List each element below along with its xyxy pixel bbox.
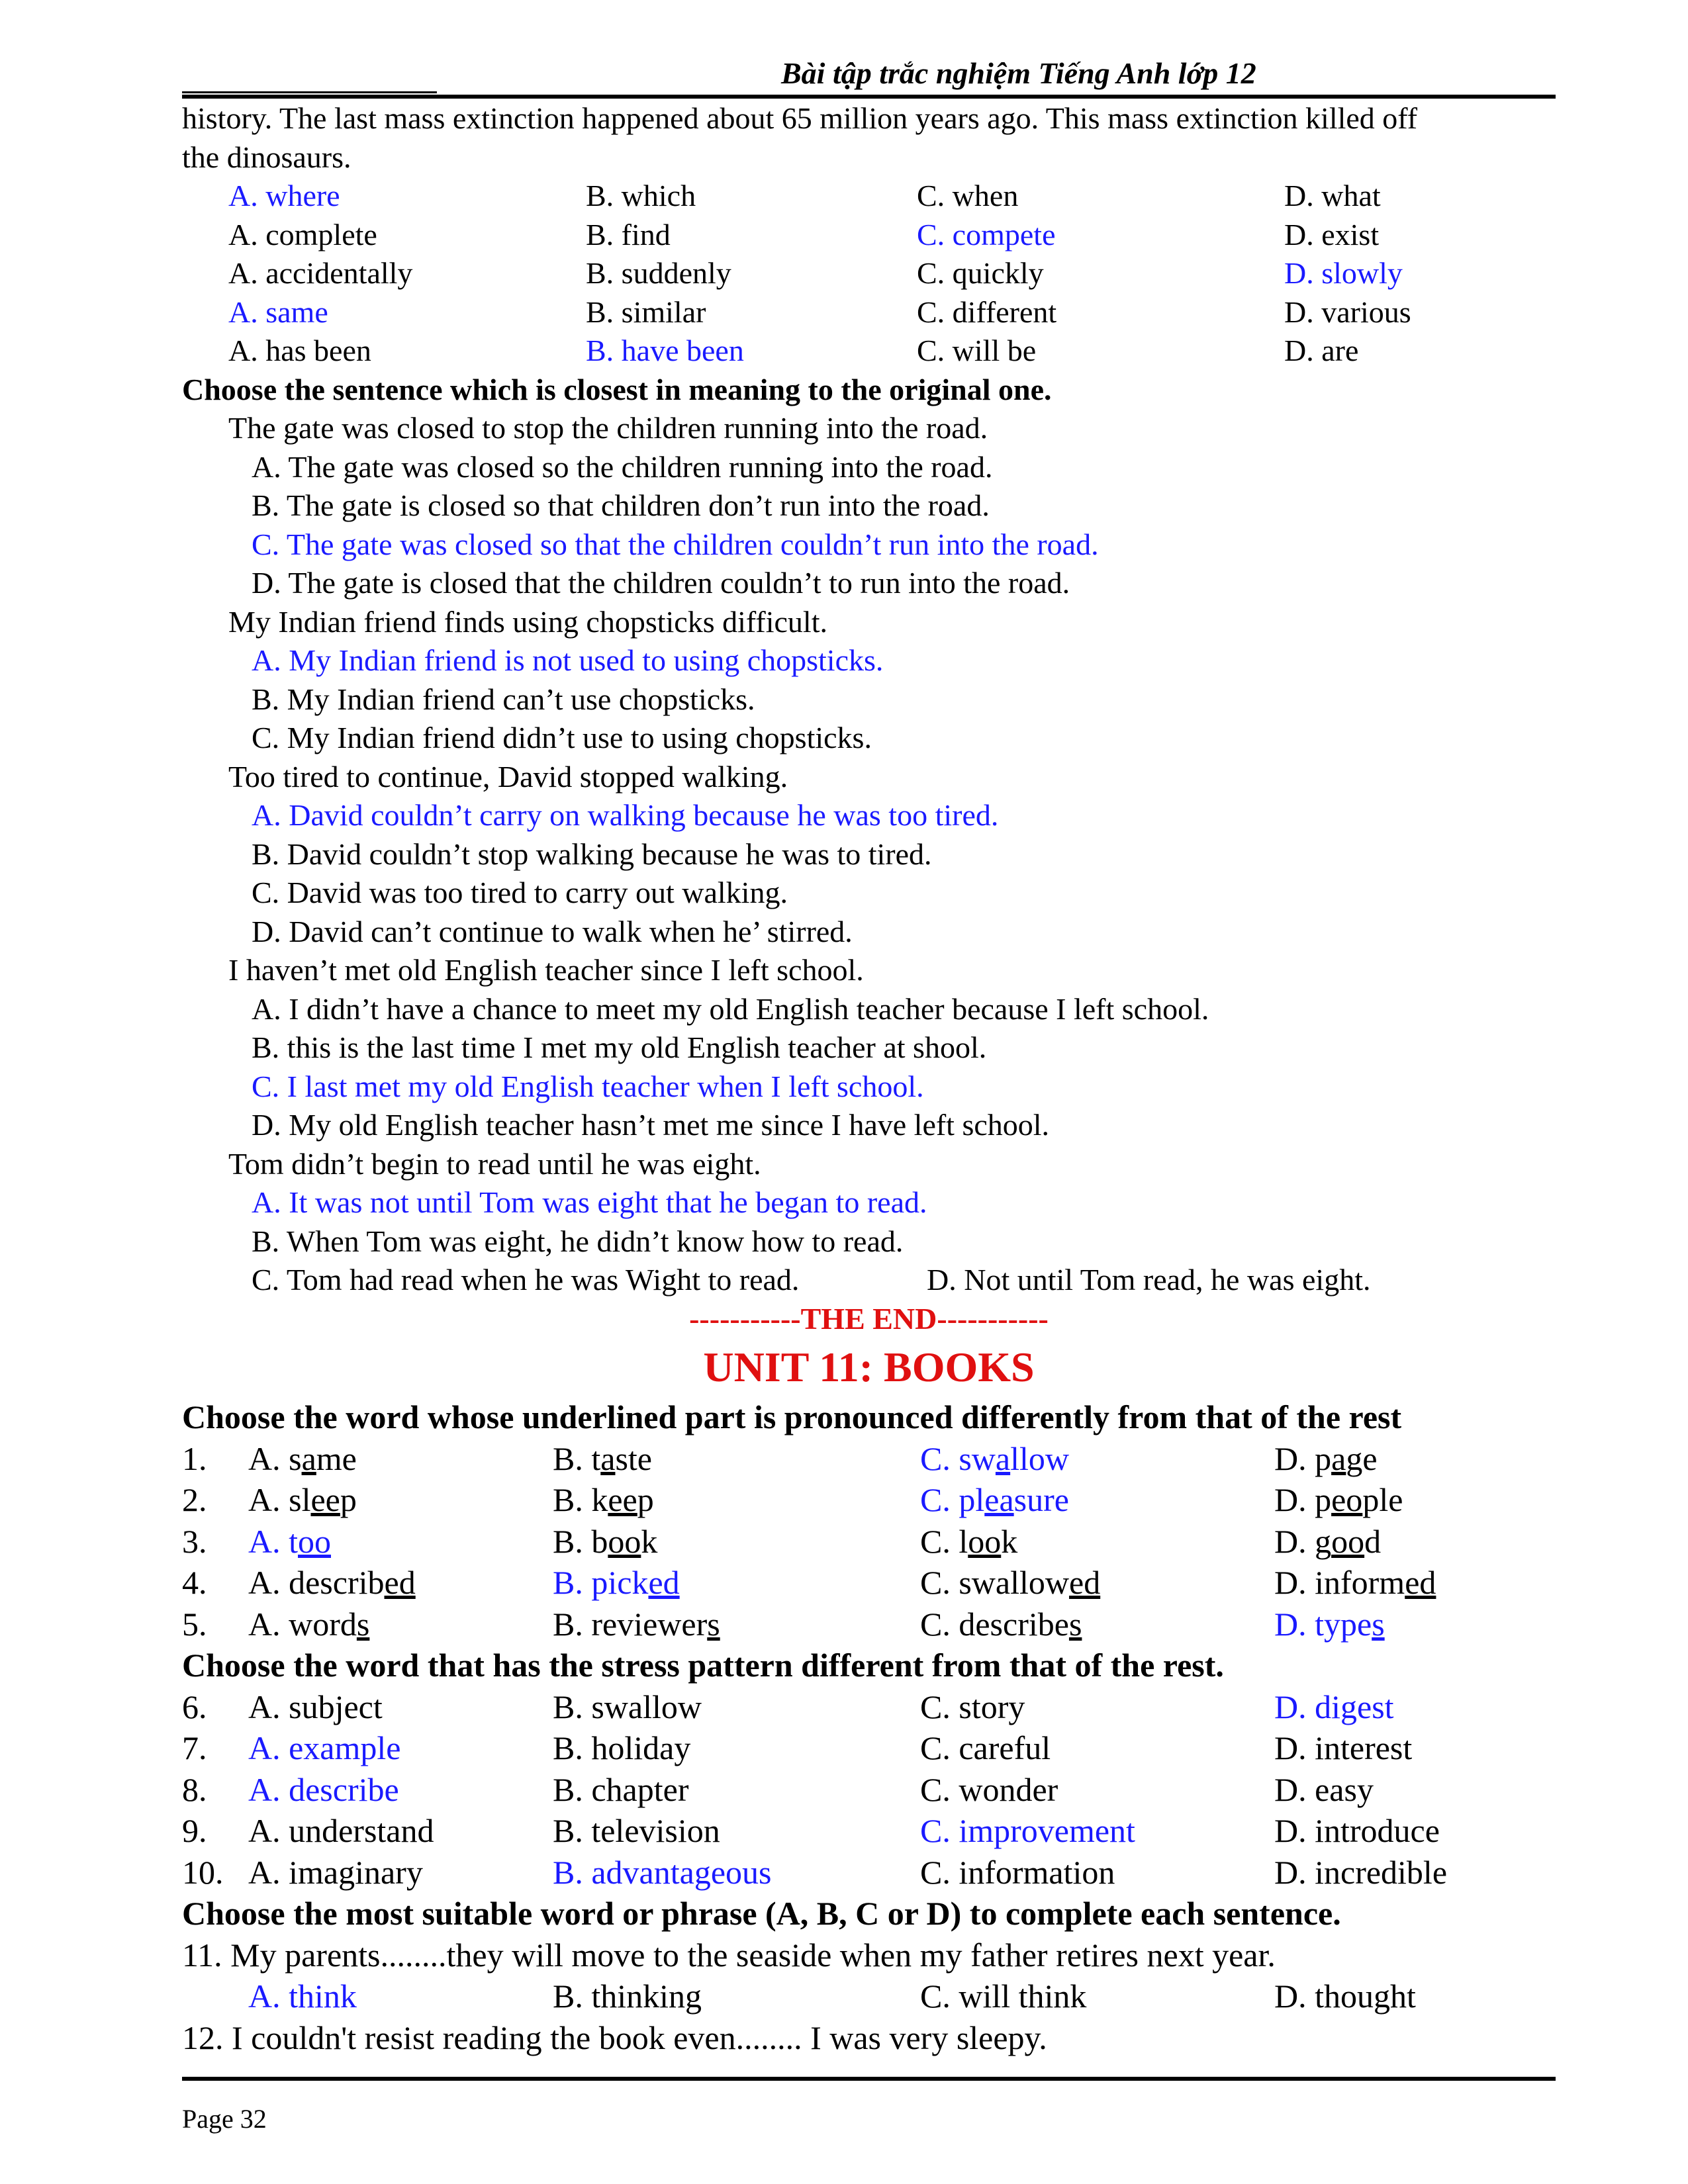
question-number: 4.	[182, 1564, 207, 1601]
option-a: A. same	[228, 295, 328, 329]
cloze-option-row	[182, 254, 1556, 293]
option-b: B. holiday	[553, 1729, 691, 1766]
section-heading: Choose the sentence which is closest in meaning to the original one.	[182, 372, 1052, 406]
option-b: B. book	[553, 1522, 658, 1560]
question-stem: 11. My parents........they will move to the seaside when my father retires next year.	[182, 1936, 1276, 1974]
stress-question-row	[182, 1852, 1556, 1893]
pron-question-row	[182, 1562, 1556, 1604]
question-number: 2.	[182, 1481, 207, 1518]
question-stem: Tom didn’t begin to read until he was eight.	[228, 1146, 761, 1181]
option-b: B. suddenly	[586, 256, 731, 290]
option-a: A. think	[248, 1978, 357, 2015]
option-b: B. find	[586, 217, 671, 251]
option-a: A. where	[228, 179, 340, 212]
the-end-marker: -----------THE END-----------	[689, 1301, 1049, 1336]
answer-option: C. My Indian friend didn’t use to using chopsticks.	[252, 721, 872, 754]
option-a: A. described	[248, 1564, 416, 1601]
answer-option: D. The gate is closed that the children couldn’t to run into the road.	[252, 566, 1070, 600]
option-a: A. accidentally	[228, 256, 413, 290]
option-d: D. thought	[1274, 1978, 1416, 2015]
answer-option-correct: A. My Indian friend is not used to using chopsticks.	[252, 643, 884, 677]
question-number: 6.	[182, 1688, 207, 1725]
option-a: A. same	[248, 1439, 357, 1477]
pron-question-row	[182, 1438, 1556, 1480]
option-a: A. example	[248, 1729, 401, 1766]
answer-option-row	[182, 1261, 1556, 1300]
option-b: B. television	[553, 1812, 720, 1849]
option-d: D. various	[1284, 295, 1411, 329]
answer-option-correct: A. It was not until Tom was eight that he began to read.	[252, 1185, 927, 1219]
option-c: C. when	[917, 179, 1019, 212]
passage-line: the dinosaurs.	[182, 140, 352, 174]
header-short-rule	[182, 91, 437, 93]
question-number: 3.	[182, 1522, 207, 1560]
answer-option: B. When Tom was eight, he didn’t know how to read.	[252, 1224, 904, 1258]
section-heading: Choose the most suitable word or phrase (A, B, C or D) to complete each sentence.	[182, 1895, 1341, 1932]
option-c: C. swallowed	[920, 1564, 1101, 1601]
answer-option: D. David can’t continue to walk when he’ stirred.	[252, 914, 853, 948]
option-d: D. interest	[1274, 1729, 1413, 1766]
option-d: D. page	[1274, 1439, 1378, 1477]
cloze-option-row	[182, 293, 1556, 332]
option-c: C. pleasure	[920, 1481, 1069, 1518]
option-b: B. picked	[553, 1564, 680, 1601]
option-a: A. words	[248, 1605, 370, 1643]
cloze-option-row	[182, 216, 1556, 255]
option-a: A. too	[248, 1522, 331, 1560]
option-b: B. taste	[553, 1439, 652, 1477]
option-a: A. sleep	[248, 1481, 357, 1518]
option-b: B. chapter	[553, 1770, 689, 1808]
option-d: D. digest	[1274, 1688, 1394, 1725]
option-c: C. information	[920, 1853, 1115, 1891]
option-d: D. good	[1274, 1522, 1382, 1560]
option-c: C. will be	[917, 334, 1037, 367]
header-rule	[182, 95, 1556, 99]
option-c: C. different	[917, 295, 1057, 329]
section-heading: Choose the word that has the stress pattern different from that of the rest.	[182, 1647, 1224, 1684]
question-number: 8.	[182, 1770, 207, 1808]
option-c: C. improvement	[920, 1812, 1135, 1849]
page-body	[182, 99, 1556, 2058]
option-d: D. exist	[1284, 217, 1380, 251]
option-b: B. which	[586, 179, 696, 212]
answer-option: D. My old English teacher hasn’t met me since I have left school.	[252, 1108, 1050, 1142]
answer-option: A. I didn’t have a chance to meet my old English teacher because I left school.	[252, 991, 1209, 1026]
option-c: C. careful	[920, 1729, 1051, 1766]
question-number: 10.	[182, 1853, 224, 1891]
option-b: B. swallow	[553, 1688, 702, 1725]
option-d: D. easy	[1274, 1770, 1374, 1808]
answer-option-correct: C. The gate was closed so that the children couldn’t run into the road.	[252, 527, 1099, 561]
answer-option: B. David couldn’t stop walking because he was to tired.	[252, 837, 932, 871]
answer-option: D. Not until Tom read, he was eight.	[927, 1263, 1371, 1297]
answer-option: B. My Indian friend can’t use chopsticks.	[252, 682, 755, 716]
cloze-option-row	[182, 332, 1556, 371]
answer-option-correct: A. David couldn’t carry on walking because he was too tired.	[252, 798, 999, 832]
option-c: C. quickly	[917, 256, 1044, 290]
option-c: C. will think	[920, 1978, 1087, 2015]
pron-question-row	[182, 1479, 1556, 1521]
question-number: 1.	[182, 1439, 207, 1477]
stress-question-row	[182, 1769, 1556, 1811]
option-b: B. keep	[553, 1481, 654, 1518]
pron-question-row	[182, 1521, 1556, 1563]
option-d: D. people	[1274, 1481, 1403, 1518]
mc-option-row	[182, 1976, 1556, 2017]
option-d: D. what	[1284, 179, 1381, 212]
answer-option: A. The gate was closed so the children running into the road.	[252, 449, 993, 484]
answer-option-correct: C. I last met my old English teacher when I left school.	[252, 1069, 924, 1103]
option-c: C. wonder	[920, 1770, 1058, 1808]
option-d: D. types	[1274, 1605, 1385, 1643]
option-b: B. similar	[586, 295, 706, 329]
option-c: C. swallow	[920, 1439, 1070, 1477]
option-d: D. incredible	[1274, 1853, 1448, 1891]
question-number: 5.	[182, 1605, 207, 1643]
option-a: A. complete	[228, 217, 377, 251]
footer-rule	[182, 2077, 1556, 2081]
option-c: C. look	[920, 1522, 1018, 1560]
option-c: C. describes	[920, 1605, 1082, 1643]
option-a: A. subject	[248, 1688, 383, 1725]
answer-option: B. this is the last time I met my old English teacher at shool.	[252, 1030, 987, 1064]
question-number: 7.	[182, 1729, 207, 1766]
option-a: A. understand	[248, 1812, 434, 1849]
question-stem: My Indian friend finds using chopsticks difficult.	[228, 604, 827, 639]
option-a: A. imaginary	[248, 1853, 423, 1891]
question-stem: 12. I couldn't resist reading the book even........ I was very sleepy.	[182, 2019, 1047, 2056]
stress-question-row	[182, 1727, 1556, 1769]
question-stem: The gate was closed to stop the children running into the road.	[228, 411, 988, 445]
answer-option: C. David was too tired to carry out walking.	[252, 876, 788, 909]
answer-option: C. Tom had read when he was Wight to read.	[252, 1263, 800, 1297]
question-stem: Too tired to continue, David stopped walking.	[228, 759, 788, 794]
answer-option: B. The gate is closed so that children don’t run into the road.	[252, 488, 990, 522]
option-b: B. advantageous	[553, 1853, 772, 1891]
option-b: B. reviewers	[553, 1605, 720, 1643]
stress-question-row	[182, 1686, 1556, 1728]
pron-question-row	[182, 1604, 1556, 1645]
option-d: D. informed	[1274, 1564, 1436, 1601]
option-d: D. are	[1284, 334, 1359, 367]
passage-line: history. The last mass extinction happened about 65 million years ago. This mass extinction killed off	[182, 101, 1418, 135]
cloze-option-row	[182, 177, 1556, 216]
option-d: D. slowly	[1284, 256, 1403, 290]
option-b: B. have been	[586, 334, 744, 367]
option-c: C. story	[920, 1688, 1025, 1725]
page-number: Page 32	[182, 2104, 267, 2134]
option-a: A. has been	[228, 334, 371, 367]
header-title: Bài tập trắc nghiệm Tiếng Anh lớp 12	[781, 56, 1256, 90]
option-c: C. compete	[917, 217, 1056, 251]
option-d: D. introduce	[1274, 1812, 1440, 1849]
question-number: 9.	[182, 1812, 207, 1849]
stress-question-row	[182, 1810, 1556, 1852]
question-stem: I haven’t met old English teacher since I left school.	[228, 953, 864, 987]
section-heading: Choose the word whose underlined part is pronounced differently from that of the rest	[182, 1398, 1402, 1435]
unit-title: UNIT 11: BOOKS	[703, 1343, 1035, 1390]
option-b: B. thinking	[553, 1978, 702, 2015]
option-a: A. describe	[248, 1770, 399, 1808]
